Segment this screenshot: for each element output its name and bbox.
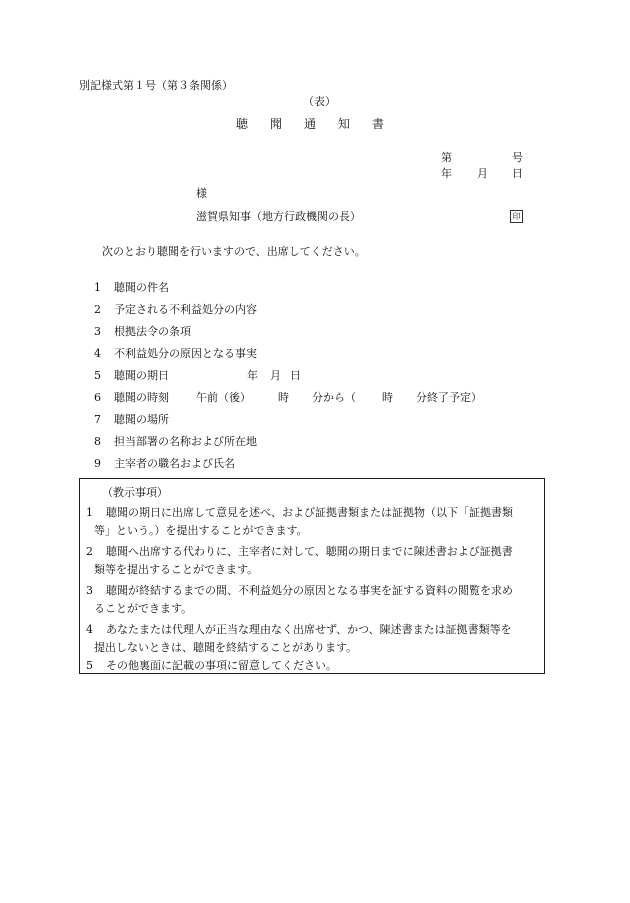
item-label: 聴聞の件名 xyxy=(114,281,169,294)
page-title: 聴聞通知書 xyxy=(236,117,407,131)
form-reference: 別記様式第１号（第３条関係） xyxy=(79,79,233,92)
notice-line-cont: ることができます。 xyxy=(94,602,193,615)
item-label: 不利益処分の原因となる事実 xyxy=(114,347,257,360)
item-number: 3 xyxy=(94,325,101,338)
notice-number: 1 xyxy=(86,506,93,519)
notice-line: 聴聞へ出席する代わりに、主宰者に対して、聴聞の期日までに陳述書および証拠書 xyxy=(106,545,513,558)
item-number: 9 xyxy=(94,457,101,470)
notice-line-cont: 等」という。）を提出することができます。 xyxy=(94,524,308,537)
item-label: 主宰者の職名および氏名 xyxy=(114,457,235,470)
notice-box xyxy=(79,478,545,674)
item-number: 4 xyxy=(94,347,101,360)
hearing-date-year: 年 xyxy=(247,369,258,382)
list-item xyxy=(94,282,101,293)
notice-line-cont: 提出しないときは、聴聞を終結することがあります。 xyxy=(94,641,358,654)
notice-number: 5 xyxy=(86,659,93,672)
notice-line: 聴聞が終結するまでの間、不利益処分の原因となる事実を証する資料の閲覧を求め xyxy=(106,584,513,597)
notice-number: 3 xyxy=(86,584,93,597)
list-item xyxy=(94,458,101,469)
list-item xyxy=(94,392,101,403)
item-label: 担当部署の名称および所在地 xyxy=(114,435,257,448)
hearing-time-from: 分から（ xyxy=(312,391,356,404)
item-number: 7 xyxy=(94,413,101,426)
notice-number: 4 xyxy=(86,623,93,636)
notice-item xyxy=(86,657,538,675)
item-label: 予定される不利益処分の内容 xyxy=(114,303,257,316)
item-label: 根拠法令の条項 xyxy=(114,325,191,338)
list-item xyxy=(94,436,101,447)
issue-month: 月 xyxy=(477,167,488,180)
hearing-time-until: 分終了予定） xyxy=(416,391,482,404)
seal-mark: 印 xyxy=(510,210,523,223)
hearing-date-month: 月 xyxy=(270,369,281,382)
notice-item xyxy=(86,504,538,540)
issue-year: 年 xyxy=(441,167,452,180)
hearing-date-day: 日 xyxy=(290,369,301,382)
notice-heading: （教示事項） xyxy=(102,486,168,499)
list-item xyxy=(94,370,101,381)
notice-number: 2 xyxy=(86,545,93,558)
item-number: 2 xyxy=(94,303,101,316)
item-number: 8 xyxy=(94,435,101,448)
issue-number-prefix: 第 xyxy=(441,151,452,164)
item-number: 5 xyxy=(94,369,101,382)
issue-number-suffix: 号 xyxy=(512,151,523,164)
list-item xyxy=(94,414,101,425)
side-label: （表） xyxy=(303,95,336,108)
notice-line-cont: 類等を提出することができます。 xyxy=(94,563,259,576)
notice-item xyxy=(86,543,538,579)
item-number: 6 xyxy=(94,391,101,404)
list-item xyxy=(94,348,101,359)
notice-line: あなたまたは代理人が正当な理由なく出席せず、かつ、陳述書または証拠書類等を xyxy=(106,623,512,636)
issue-day: 日 xyxy=(512,167,523,180)
list-item xyxy=(94,326,101,337)
issuer-name: 滋賀県知事（地方行政機関の長） xyxy=(196,210,361,223)
notice-item xyxy=(86,582,538,618)
intro-text: 次のとおり聴聞を行いますので、出席してください。 xyxy=(102,245,366,258)
notice-item xyxy=(86,621,538,657)
notice-line: 聴聞の期日に出席して意見を述べ、および証拠書類または証拠物（以下「証拠書類 xyxy=(106,506,513,519)
hearing-time-hour-end: 時 xyxy=(382,391,393,404)
item-label: 聴聞の時刻 xyxy=(114,391,169,404)
notice-line: その他裏面に記載の事項に留意してください。 xyxy=(106,659,337,672)
item-label: 聴聞の場所 xyxy=(114,413,169,426)
item-label: 聴聞の期日 xyxy=(114,369,169,382)
list-item xyxy=(94,304,101,315)
item-number: 1 xyxy=(94,281,101,294)
addressee-sama: 様 xyxy=(196,187,207,200)
hearing-time-ampm: 午前（後） xyxy=(196,391,251,404)
hearing-time-hour: 時 xyxy=(278,391,289,404)
